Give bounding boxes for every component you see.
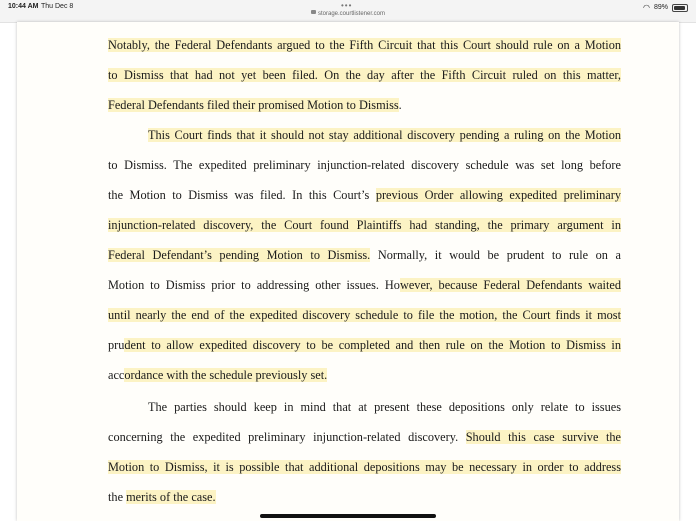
doc-line <box>108 216 621 234</box>
doc-line <box>108 96 621 114</box>
highlighted-text: Federal Defendants filed their promised Motion to Dismiss <box>108 98 399 112</box>
text-segment: . <box>398 98 402 112</box>
highlighted-text: merits of the case. <box>126 490 216 504</box>
highlighted-text: Notably, the Federal Defendants argued to the Fifth Circuit that this Court should rule on a Motion <box>108 38 621 52</box>
highlighted-text: injunction-related discovery, the Court found Plaintiffs had standing, the primary argument in <box>108 218 621 232</box>
doc-line <box>108 186 621 204</box>
highlighted-text: Should this case survive the <box>465 430 621 444</box>
url-text: storage.courtlistener.com <box>317 11 386 17</box>
text-segment: concerning the expedited preliminary injunction-related discovery. <box>108 430 466 444</box>
text-segment: the <box>108 490 127 504</box>
doc-line <box>148 126 621 144</box>
home-indicator[interactable] <box>260 514 436 518</box>
more-dots-icon[interactable]: ••• <box>341 1 353 10</box>
text-segment: acc <box>108 368 125 382</box>
text-segment: the Motion to Dismiss was filed. In this Court’s <box>108 188 376 202</box>
address-bar[interactable] <box>0 11 696 17</box>
highlighted-text: until nearly the end of the expedited discovery schedule to file the motion, the Court finds it most <box>108 308 621 322</box>
text-segment: The parties should keep in mind that at present these depositions only relate to issues <box>148 400 621 414</box>
lock-icon <box>311 10 316 14</box>
highlighted-text: ordance with the schedule previously set. <box>124 368 328 382</box>
highlighted-text: Federal Defendant’s pending Motion to Dismiss. <box>108 248 371 262</box>
doc-line <box>108 246 621 264</box>
highlighted-text: to Dismiss that had not yet been filed. On the day after the Fifth Circuit ruled on this matter, <box>108 68 621 82</box>
doc-line <box>108 156 621 174</box>
doc-line <box>108 428 621 446</box>
doc-line <box>108 366 621 384</box>
doc-line <box>148 398 621 416</box>
status-time: 10:44 AM <box>8 3 39 10</box>
doc-line <box>108 336 621 354</box>
status-date: Thu Dec 8 <box>41 3 74 10</box>
doc-line <box>108 306 621 324</box>
status-bar <box>0 0 696 23</box>
battery-icon <box>672 4 688 12</box>
doc-line <box>108 66 621 84</box>
highlighted-text: previous Order allowing expedited preliminary <box>375 188 621 202</box>
doc-line <box>108 276 621 294</box>
battery-fill <box>674 6 685 10</box>
wifi-icon: ◠ <box>643 3 650 12</box>
text-segment: Normally, it would be prudent to rule on a <box>370 248 621 262</box>
text-segment: Motion to Dismiss prior to addressing other issues. Ho <box>108 278 400 292</box>
battery-percent: 89% <box>653 4 668 11</box>
document-page[interactable] <box>17 22 679 521</box>
doc-line <box>108 458 621 476</box>
text-segment: pru <box>108 338 125 352</box>
highlighted-text: Motion to Dismiss, it is possible that additional depositions may be necessary in order to address <box>108 460 621 474</box>
status-indicators <box>643 3 688 12</box>
highlighted-text: dent to allow expedited discovery to be completed and then rule on the Motion to Dismiss in <box>124 338 621 352</box>
doc-line <box>108 488 621 506</box>
highlighted-text: wever, because Federal Defendants waited <box>399 278 621 292</box>
doc-line <box>108 36 621 54</box>
text-segment: to Dismiss. The expedited preliminary injunction-related discovery schedule was set long before <box>108 158 621 172</box>
highlighted-text: This Court finds that it should not stay additional discovery pending a ruling on the Motion <box>148 128 621 142</box>
